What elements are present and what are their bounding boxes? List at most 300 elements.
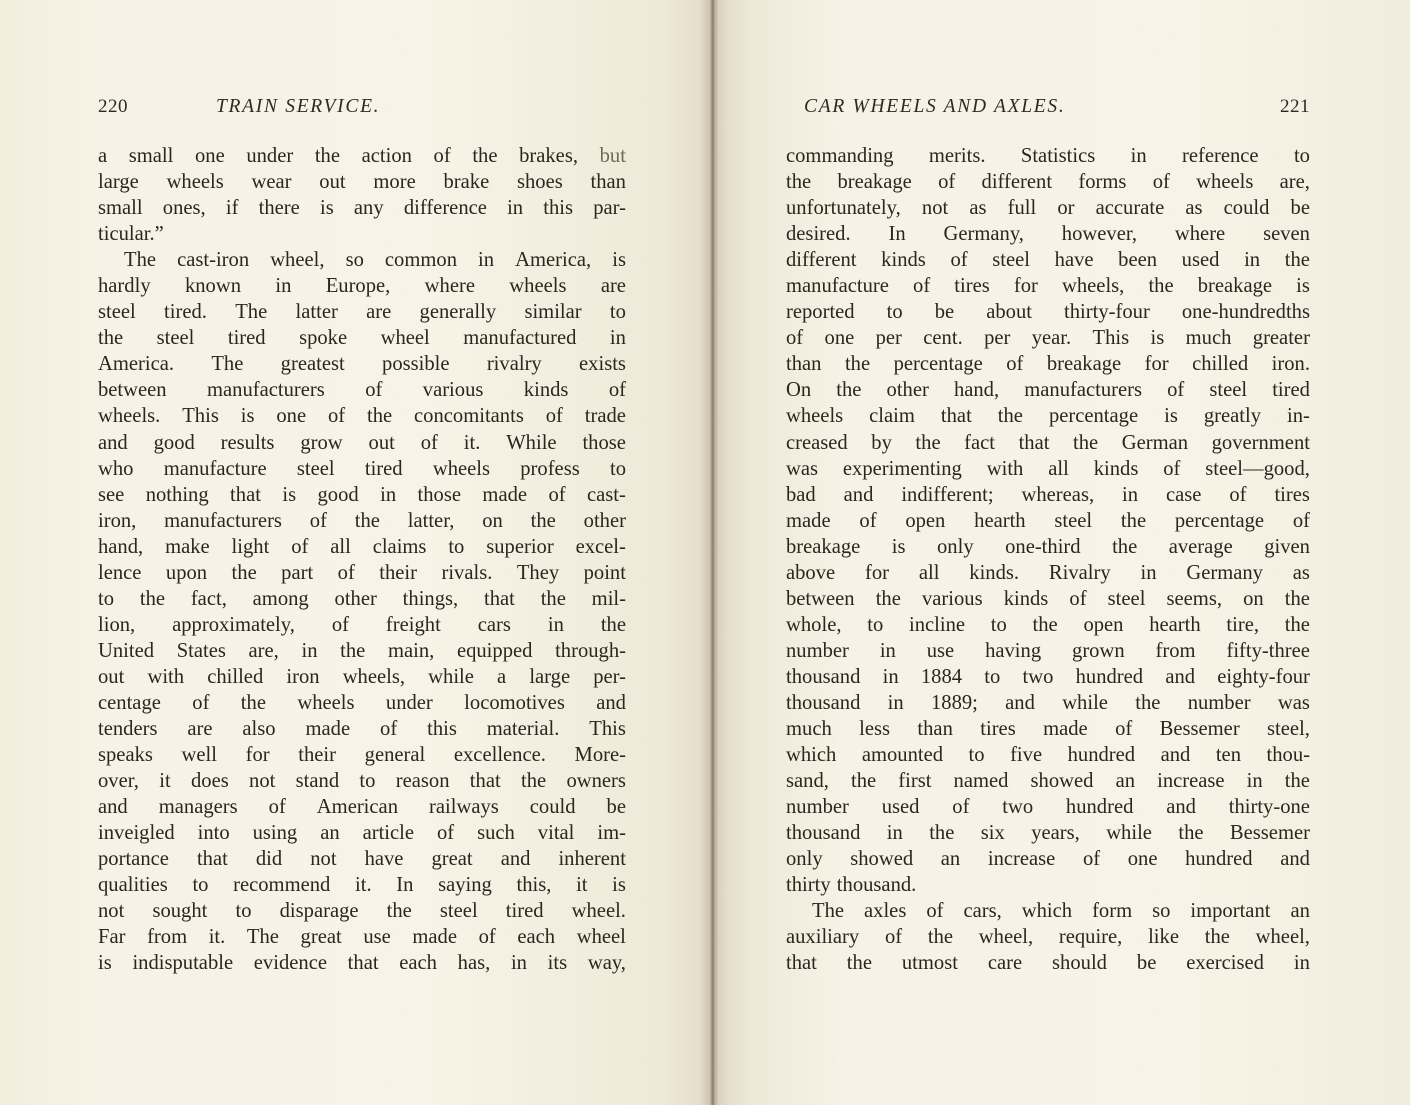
word: steel: [1107, 587, 1146, 610]
word: in: [1244, 249, 1261, 272]
word: in: [275, 275, 292, 298]
word: This: [589, 718, 626, 741]
text-line: [786, 716, 1310, 742]
text-line: [98, 299, 626, 325]
word: locomotives: [464, 691, 565, 714]
text-line: [786, 482, 1310, 508]
text-line: [786, 560, 1310, 586]
word: is: [891, 535, 906, 558]
word: of: [337, 561, 355, 584]
word: the: [997, 405, 1023, 428]
word: the: [1284, 587, 1310, 610]
word: America,: [515, 249, 592, 272]
word: made: [786, 509, 831, 532]
text-line: [786, 247, 1310, 273]
word: it.: [355, 874, 372, 897]
word: speaks: [98, 744, 153, 767]
word: important: [1190, 900, 1271, 923]
word: than: [786, 353, 822, 376]
word: good: [153, 431, 195, 454]
word: been: [1118, 249, 1158, 272]
text-line: [98, 456, 626, 482]
word: thirty-one: [1228, 796, 1310, 819]
word: the: [1204, 926, 1230, 949]
word: trade: [584, 405, 626, 428]
word: in: [879, 639, 896, 662]
word: tired: [1272, 379, 1310, 402]
word: average: [1168, 535, 1233, 558]
word: general: [364, 744, 426, 767]
word: reason: [395, 770, 450, 793]
word: auxiliary: [786, 926, 860, 949]
word: inveigled: [98, 822, 175, 845]
word: small: [128, 145, 174, 167]
word: steel: [1054, 509, 1093, 532]
word: the: [520, 770, 547, 793]
word: wheels,: [342, 665, 406, 688]
word: cast-: [587, 483, 626, 506]
word: The: [812, 900, 845, 923]
word: the: [1148, 275, 1174, 298]
word: shoes: [516, 171, 563, 194]
word: that: [469, 770, 501, 793]
word: and: [1005, 691, 1035, 714]
word: to: [98, 587, 115, 610]
word: the: [1032, 613, 1058, 636]
word: the: [240, 691, 266, 714]
word: kinds: [1093, 457, 1139, 480]
word: ones,: [162, 197, 206, 220]
word: difference: [403, 197, 487, 220]
word: per-: [593, 665, 626, 688]
word: different: [786, 249, 857, 272]
word: made: [305, 718, 351, 741]
word: commanding: [786, 145, 894, 167]
word: reference: [1182, 145, 1259, 167]
word: More-: [574, 744, 626, 767]
word: the: [915, 431, 941, 454]
word: thousand: [786, 822, 861, 845]
text-line: [98, 638, 626, 664]
word: hearth: [1149, 613, 1201, 636]
word: wheels.: [98, 405, 161, 428]
word: claims: [372, 535, 427, 558]
word: one: [194, 145, 225, 167]
word: was: [786, 457, 819, 480]
word: of: [938, 171, 956, 194]
word: but: [599, 145, 626, 167]
word: exercised: [1186, 952, 1264, 975]
word: by: [871, 431, 892, 454]
word: bad: [786, 483, 816, 506]
word: like: [1148, 926, 1179, 949]
word: in: [886, 822, 903, 845]
word: breakage: [786, 535, 861, 558]
word: in: [887, 691, 904, 714]
word: incline: [908, 613, 966, 636]
word: in: [1140, 561, 1157, 584]
word: with: [986, 457, 1024, 480]
word: cars: [477, 613, 511, 636]
word: could: [1223, 197, 1270, 220]
word: indisputable: [132, 952, 234, 975]
word: made: [482, 483, 528, 506]
right-page-body: [786, 143, 1310, 977]
word: two: [1002, 796, 1034, 819]
word: profess: [520, 457, 580, 480]
word: who: [98, 457, 134, 480]
word: and: [1160, 744, 1191, 767]
word: the: [1284, 249, 1310, 272]
word: eighty-four: [1217, 665, 1310, 688]
word: hundred: [1067, 744, 1136, 767]
word: wheels: [786, 405, 844, 428]
word: through-: [555, 639, 626, 662]
word: and: [596, 691, 626, 714]
text-line: [786, 924, 1310, 950]
word: and: [1165, 665, 1196, 688]
word: owners: [566, 770, 626, 793]
word: rivals.: [441, 561, 493, 584]
word: whole,: [786, 613, 842, 636]
word: railways: [429, 796, 499, 819]
text-line: [98, 508, 626, 534]
word: if: [225, 197, 239, 220]
word: forms: [1078, 171, 1127, 194]
word: much: [786, 718, 832, 741]
word: that: [940, 405, 972, 428]
word: steel: [296, 457, 335, 480]
text-line: [786, 950, 1310, 976]
word: tires: [1274, 483, 1310, 506]
word: cent.: [923, 327, 963, 350]
word: out: [319, 171, 346, 194]
word: one-hundredths: [1181, 301, 1310, 324]
text-line: [786, 534, 1310, 560]
word: as: [1185, 197, 1203, 220]
word: an: [320, 822, 340, 845]
word: While: [506, 431, 557, 454]
word: given: [1264, 535, 1310, 558]
word: greater: [1252, 327, 1310, 350]
text-line: [786, 768, 1310, 794]
word: hand,: [98, 535, 144, 558]
word: per: [875, 327, 902, 350]
word: of: [1163, 457, 1181, 480]
word: from: [1155, 639, 1196, 662]
word: recommend: [233, 874, 331, 897]
word: all: [1048, 457, 1069, 480]
word: is: [98, 952, 112, 975]
word: superior: [486, 535, 554, 558]
word: the: [929, 822, 955, 845]
word: axles: [864, 900, 907, 923]
right-running-head: [786, 96, 1310, 122]
word: the: [340, 639, 366, 662]
word: where: [424, 275, 475, 298]
word: on: [482, 509, 503, 532]
word: hand,: [953, 379, 1000, 402]
word: breakage: [1197, 275, 1273, 298]
text-line: [98, 169, 626, 195]
word: well: [181, 744, 217, 767]
word: lion,: [98, 613, 136, 636]
word: of: [1082, 848, 1101, 871]
word: which: [786, 744, 837, 767]
word: tire,: [1226, 613, 1259, 636]
word: percentage: [1048, 405, 1139, 428]
word: an: [1290, 900, 1310, 923]
word: for: [865, 561, 890, 584]
word: steel: [156, 327, 195, 350]
word: good: [317, 483, 359, 506]
word: the: [844, 353, 871, 376]
word: where: [1174, 223, 1226, 246]
word: their: [379, 561, 418, 584]
word: various: [921, 587, 983, 610]
word: excel-: [575, 535, 626, 558]
word: all: [918, 561, 940, 584]
word: over,: [98, 770, 139, 793]
book-gutter-shadow: [700, 0, 726, 1105]
word: the: [366, 405, 393, 428]
word: less: [859, 718, 891, 741]
word: wheel: [576, 926, 626, 949]
word: manufacture: [786, 275, 889, 298]
word: to: [968, 744, 985, 767]
word: of: [331, 613, 349, 636]
word: On: [786, 379, 812, 402]
word: government: [1211, 431, 1310, 454]
word: showed: [1030, 770, 1094, 793]
word: open: [905, 509, 946, 532]
word: it.: [208, 926, 226, 949]
word: is: [1164, 405, 1178, 428]
word: is: [612, 874, 626, 897]
word: concomitants: [414, 405, 524, 428]
word: the: [786, 171, 812, 194]
word: a: [497, 665, 507, 688]
word: par-: [593, 197, 626, 220]
word: chilled: [1192, 353, 1249, 376]
word: upon: [165, 561, 208, 584]
word: that: [483, 587, 515, 610]
word: and: [1280, 848, 1310, 871]
word: the: [231, 561, 257, 584]
word: use: [926, 639, 955, 662]
word: see: [98, 483, 125, 506]
word: with: [147, 665, 185, 688]
word: in: [1246, 770, 1263, 793]
word: generally: [419, 301, 497, 324]
word: thirty-four: [1064, 301, 1150, 324]
word: In: [888, 223, 906, 246]
word: article: [362, 822, 415, 845]
right-running-head-title: CAR WHEELS AND AXLES.: [804, 96, 1066, 117]
word: manufacturers: [164, 509, 282, 532]
word: 1884: [920, 665, 963, 688]
word: is: [1296, 275, 1310, 298]
word: in-: [1287, 405, 1310, 428]
word: steel: [1209, 379, 1248, 402]
word: percentage: [1174, 509, 1265, 532]
word: also: [242, 718, 276, 741]
word: or: [1057, 197, 1075, 220]
word: things,: [402, 587, 459, 610]
word: of: [608, 379, 626, 402]
word: The: [235, 301, 268, 324]
word: the: [530, 509, 556, 532]
word: cars,: [963, 900, 1002, 923]
word: that: [196, 848, 228, 871]
word: their: [298, 744, 337, 767]
word: saying: [438, 874, 492, 897]
word: Germany,: [943, 223, 1024, 246]
word: common: [384, 249, 457, 272]
word: one: [276, 405, 307, 428]
text-line: [98, 221, 626, 247]
text-line: [786, 898, 1310, 924]
word: part: [281, 561, 314, 584]
word: showed: [850, 848, 914, 871]
word: for: [245, 744, 270, 767]
word: a: [98, 145, 108, 167]
word: to: [609, 457, 626, 480]
text-line: [98, 560, 626, 586]
word: of: [952, 796, 970, 819]
word: is: [1150, 327, 1165, 350]
word: rivalry: [486, 353, 542, 376]
word: nothing: [145, 483, 209, 506]
word: the: [386, 900, 412, 923]
text-line: [98, 273, 626, 299]
word: Far: [98, 926, 126, 949]
word: light: [231, 535, 270, 558]
word: reported: [786, 301, 855, 324]
word: latter,: [407, 509, 455, 532]
word: manufactured: [463, 327, 577, 350]
word: in: [609, 327, 626, 350]
word: to: [609, 301, 626, 324]
word: thirty: [786, 874, 831, 897]
word: under: [385, 691, 433, 714]
word: while: [1062, 691, 1108, 714]
word: of: [545, 405, 563, 428]
word: on: [1243, 587, 1264, 610]
word: are,: [1279, 171, 1310, 194]
word: of: [1115, 718, 1133, 741]
word: among: [252, 587, 309, 610]
word: grow: [300, 431, 343, 454]
word: so: [345, 249, 364, 272]
word: seems,: [1166, 587, 1222, 610]
word: breakage: [1046, 353, 1122, 376]
word: fifty-three: [1226, 639, 1310, 662]
text-line: [98, 742, 626, 768]
word: only: [786, 848, 823, 871]
word: two: [1022, 665, 1054, 688]
word: wheel,: [270, 249, 325, 272]
word: used: [1181, 249, 1220, 272]
left-page-folio: 220: [98, 96, 128, 117]
word: made: [1043, 718, 1088, 741]
text-line: [786, 586, 1310, 612]
word: wheels,: [1062, 275, 1125, 298]
word: desired.: [786, 223, 851, 246]
word: way,: [587, 952, 626, 975]
word: managers: [158, 796, 238, 819]
word: each: [517, 926, 556, 949]
word: thousand: [786, 665, 861, 688]
word: of: [859, 509, 877, 532]
word: tires: [954, 275, 990, 298]
word: could: [529, 796, 576, 819]
word: percentage: [893, 353, 983, 376]
text-line: [786, 377, 1310, 403]
word: brakes,: [519, 145, 578, 167]
word: six: [980, 822, 1005, 845]
word: of: [913, 275, 931, 298]
text-line: [786, 690, 1310, 716]
word: This: [182, 405, 219, 428]
word: year.: [1031, 327, 1072, 350]
word: and: [1166, 796, 1196, 819]
word: the: [1178, 822, 1204, 845]
word: tired: [364, 457, 403, 480]
word: use: [363, 926, 391, 949]
word: years,: [1031, 822, 1080, 845]
word: to: [192, 874, 209, 897]
text-line: [98, 534, 626, 560]
word: all: [330, 535, 351, 558]
word: this: [427, 718, 457, 741]
word: of: [365, 379, 383, 402]
word: iron.: [1271, 353, 1310, 376]
word: to: [990, 613, 1007, 636]
word: and: [500, 848, 531, 871]
word: in: [510, 952, 527, 975]
word: in: [547, 613, 564, 636]
word: in: [507, 197, 524, 220]
word: require,: [1058, 926, 1123, 949]
text-line: [98, 195, 626, 221]
text-line: [98, 950, 626, 976]
word: is: [240, 405, 255, 428]
word: not: [310, 848, 337, 871]
word: number: [786, 796, 849, 819]
word: States: [176, 639, 226, 662]
word: main,: [387, 639, 435, 662]
word: Bessemer: [1159, 718, 1240, 741]
word: wheels: [509, 275, 567, 298]
word: 1889;: [930, 691, 978, 714]
text-line: [98, 586, 626, 612]
word: about: [986, 301, 1032, 324]
word: steel—good,: [1205, 457, 1310, 480]
word: iron,: [98, 509, 137, 532]
text-line: [98, 430, 626, 456]
word: have: [364, 848, 404, 871]
word: greatly: [1203, 405, 1262, 428]
word: hardly: [98, 275, 151, 298]
word: such: [477, 822, 515, 845]
word: the: [851, 770, 877, 793]
word: the: [98, 327, 124, 350]
text-line: [786, 742, 1310, 768]
word: out: [368, 431, 395, 454]
word: the: [927, 926, 954, 949]
word: wheels: [1196, 171, 1254, 194]
